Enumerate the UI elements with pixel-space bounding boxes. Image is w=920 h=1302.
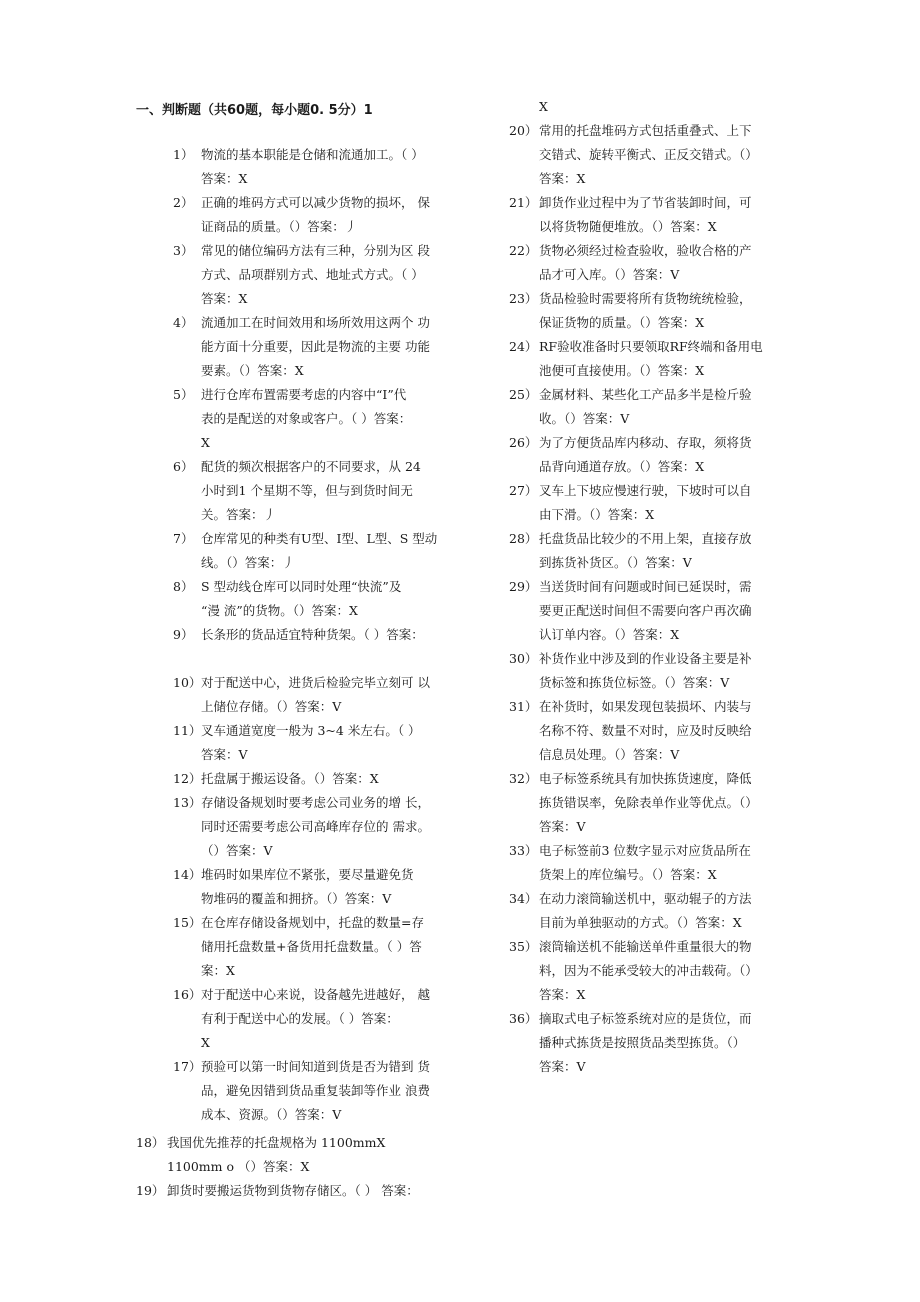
question-text-line: 案：X xyxy=(201,963,235,978)
question-number: 26） xyxy=(509,435,538,450)
question-text-line: RF验收准备时只要领取RF终端和备用电 xyxy=(539,339,763,354)
question-text-line: 1100mm o （）答案：X xyxy=(167,1159,310,1174)
question-number: 11） xyxy=(173,723,202,738)
question-number: 29） xyxy=(509,579,538,594)
question-text-line: “漫 流”的货物。（）答案：X xyxy=(201,603,358,618)
question-text-line: 叉车上下坡应慢速行驶，下坡时可以自 xyxy=(539,483,752,498)
question-number: 19） xyxy=(136,1183,165,1198)
question-number: 36） xyxy=(509,1011,538,1026)
question-text-line: 品才可入库。（）答案：V xyxy=(539,267,680,282)
question-text-line: 正确的堆码方式可以减少货物的损坏， 保 xyxy=(201,195,430,210)
question-text-line: 答案：V xyxy=(539,1059,586,1074)
question-number: 17） xyxy=(173,1059,202,1074)
question-number: 12） xyxy=(173,771,202,786)
question-text-line: 电子标签前3 位数字显示对应货品所在 xyxy=(539,843,751,858)
question-number: 30） xyxy=(509,651,538,666)
question-number: 34） xyxy=(509,891,538,906)
question-text-line: （）答案：V xyxy=(201,843,273,858)
question-text-line: 物堆码的覆盖和拥挤。（）答案：V xyxy=(201,891,392,906)
carryover-answer: X xyxy=(539,99,548,114)
question-text-line: 以将货物随便堆放。（）答案：X xyxy=(539,219,717,234)
question-text-line: 答案：X xyxy=(539,171,586,186)
question-number: 24） xyxy=(509,339,538,354)
question-text-line: 金属材料、某些化工产品多半是检斤验 xyxy=(539,387,752,402)
question-text-line: 认订单内容。（）答案：X xyxy=(539,627,680,642)
question-text-line: X xyxy=(201,435,210,450)
question-text-line: 表的是配送的对象或客户。（ ）答案： xyxy=(201,411,412,426)
question-number: 8） xyxy=(173,579,194,594)
question-number: 35） xyxy=(509,939,538,954)
question-number: 32） xyxy=(509,771,538,786)
question-text-line: 答案：X xyxy=(201,171,248,186)
question-text-line: 常用的托盘堆码方式包括重叠式、上下 xyxy=(539,123,752,138)
question-text-line: 品，避免因错到货品重复装卸等作业 浪费 xyxy=(201,1083,430,1098)
question-text-line: 要更正配送时间但不需要向客户再次确 xyxy=(539,603,752,618)
question-text-line: 方式、品项群别方式、地址式方式。（ ） xyxy=(201,267,424,282)
question-number: 16） xyxy=(173,987,202,1002)
question-text-line: 电子标签系统具有加快拣货速度，降低 xyxy=(539,771,752,786)
question-text-line: 长条形的货品适宜特种货架。（ ）答案： xyxy=(201,627,424,642)
question-text-line: 托盘属于搬运设备。（）答案：X xyxy=(201,771,379,786)
question-text-line: 品背向通道存放。（）答案：X xyxy=(539,459,705,474)
question-text-line: 托盘货品比较少的不用上架，直接存放 xyxy=(539,531,752,546)
question-text-line: S 型动线仓库可以同时处理“快流”及 xyxy=(201,579,402,594)
question-text-line: 为了方便货品库内移动、存取，须将货 xyxy=(539,435,752,450)
question-text-line: 流通加工在时间效用和场所效用这两个 功 xyxy=(201,315,430,330)
question-number: 22） xyxy=(509,243,538,258)
question-number: 4） xyxy=(173,315,194,330)
question-text-line: 播种式拣货是按照货品类型拣货。（） xyxy=(539,1035,746,1050)
question-number: 28） xyxy=(509,531,538,546)
question-text-line: 证商品的质量。（）答案：丿 xyxy=(201,219,358,234)
question-text-line: 对于配送中心，进货后检验完毕立刻可 以 xyxy=(201,675,430,690)
question-text-line: 滚筒输送机不能输送单件重量很大的物 xyxy=(539,939,752,954)
question-text-line: 关。答案：丿 xyxy=(201,507,277,522)
question-text-line: 名称不符、数量不对时，应及时反映给 xyxy=(539,723,752,738)
question-number: 23） xyxy=(509,291,538,306)
question-number: 1） xyxy=(173,147,194,162)
question-text-line: 保证货物的质量。（）答案：X xyxy=(539,315,705,330)
question-text-line: 在仓库存储设备规划中，托盘的数量=存 xyxy=(201,915,424,930)
question-text-line: 线。（）答案：丿 xyxy=(201,555,295,570)
question-text-line: 货标签和拣货位标签。（）答案：V xyxy=(539,675,730,690)
question-text-line: 在补货时，如果发现包装损坏、内装与 xyxy=(539,699,752,714)
question-text-line: 料，因为不能承受较大的冲击载荷。（） xyxy=(539,963,758,978)
question-text-line: 答案：X xyxy=(539,987,586,1002)
question-number: 15） xyxy=(173,915,202,930)
question-text-line: 信息员处理。（）答案：V xyxy=(539,747,680,762)
question-text-line: 进行仓库布置需要考虑的内容中“I”代 xyxy=(201,387,407,402)
question-number: 14） xyxy=(173,867,202,882)
question-text-line: 对于配送中心来说，设备越先进越好， 越 xyxy=(201,987,430,1002)
question-number: 10） xyxy=(173,675,202,690)
question-text-line: 小时到1 个星期不等，但与到货时间无 xyxy=(201,483,413,498)
question-number: 13） xyxy=(173,795,202,810)
question-text-line: 要素。（）答案：X xyxy=(201,363,304,378)
question-text-line: 卸货时要搬运货物到货物存储区。（ ） 答案： xyxy=(167,1183,419,1198)
question-text-line: 到拣货补货区。（）答案：V xyxy=(539,555,692,570)
question-text-line: 货物必须经过检查验收，验收合格的产 xyxy=(539,243,752,258)
question-number: 27） xyxy=(509,483,538,498)
question-text-line: 上储位存储。（）答案：V xyxy=(201,699,342,714)
question-text-line: 物流的基本职能是仓储和流通加工。（ ） xyxy=(201,147,424,162)
question-text-line: 常见的储位编码方法有三种，分别为区 段 xyxy=(201,243,430,258)
question-text-line: 货架上的库位编号。（）答案：X xyxy=(539,867,717,882)
question-text-line: 货品检验时需要将所有货物统统检验， xyxy=(539,291,752,306)
question-text-line: 在动力滚筒输送机中，驱动辊子的方法 xyxy=(539,891,752,906)
question-text-line: 答案：X xyxy=(201,291,248,306)
question-number: 5） xyxy=(173,387,194,402)
question-text-line: 同时还需要考虑公司高峰库存位的 需求。 xyxy=(201,819,430,834)
question-text-line: 储用托盘数量+备货用托盘数量。（ ）答 xyxy=(201,939,422,954)
question-number: 20） xyxy=(509,123,538,138)
question-text-line: 预验可以第一时间知道到货是否为错到 货 xyxy=(201,1059,430,1074)
question-text-line: 摘取式电子标签系统对应的是货位，而 xyxy=(539,1011,752,1026)
question-text-line: 能方面十分重要，因此是物流的主要 功能 xyxy=(201,339,430,354)
question-text-line: 配货的频次根据客户的不同要求，从 24 xyxy=(201,459,421,474)
question-number: 7） xyxy=(173,531,194,546)
question-number: 3） xyxy=(173,243,194,258)
question-text-line: 目前为单独驱动的方式。（）答案：X xyxy=(539,915,742,930)
question-text-line: 叉车通道宽度一般为 3~4 米左右。（ ） xyxy=(201,723,421,738)
question-text-line: 池便可直接使用。（）答案：X xyxy=(539,363,705,378)
question-text-line: 成本、资源。（）答案：V xyxy=(201,1107,342,1122)
question-text-line: 有利于配送中心的发展。（ ）答案： xyxy=(201,1011,399,1026)
question-number: 6） xyxy=(173,459,194,474)
question-number: 33） xyxy=(509,843,538,858)
question-text-line: 收。（）答案：V xyxy=(539,411,630,426)
question-number: 25） xyxy=(509,387,538,402)
question-text-line: 由下滑。（）答案：X xyxy=(539,507,655,522)
question-text-line: 补货作业中涉及到的作业设备主要是补 xyxy=(539,651,752,666)
question-text-line: 交错式、旋转平衡式、正反交错式。（） xyxy=(539,147,758,162)
question-number: 31） xyxy=(509,699,538,714)
question-text-line: 堆码时如果库位不紧张，要尽量避免货 xyxy=(201,867,414,882)
question-text-line: 我国优先推荐的托盘规格为 1100mmX xyxy=(167,1135,386,1150)
question-text-line: 卸货作业过程中为了节省装卸时间，可 xyxy=(539,195,752,210)
section-title: 一、判断题（共60题，每小题0. 5分）1 xyxy=(136,103,373,118)
question-text-line: 仓库常见的种类有U型、I型、L型、S 型动 xyxy=(201,531,438,546)
question-number: 21） xyxy=(509,195,538,210)
question-text-line: X xyxy=(201,1035,210,1050)
question-text-line: 当送货时间有问题或时间已延误时，需 xyxy=(539,579,752,594)
question-number: 18） xyxy=(136,1135,165,1150)
question-text-line: 存储设备规划时要考虑公司业务的增 长， xyxy=(201,795,430,810)
question-text-line: 拣货错误率，免除表单作业等优点。（） xyxy=(539,795,758,810)
question-number: 9） xyxy=(173,627,194,642)
question-number: 2） xyxy=(173,195,194,210)
question-text-line: 答案：V xyxy=(539,819,586,834)
question-text-line: 答案：V xyxy=(201,747,248,762)
